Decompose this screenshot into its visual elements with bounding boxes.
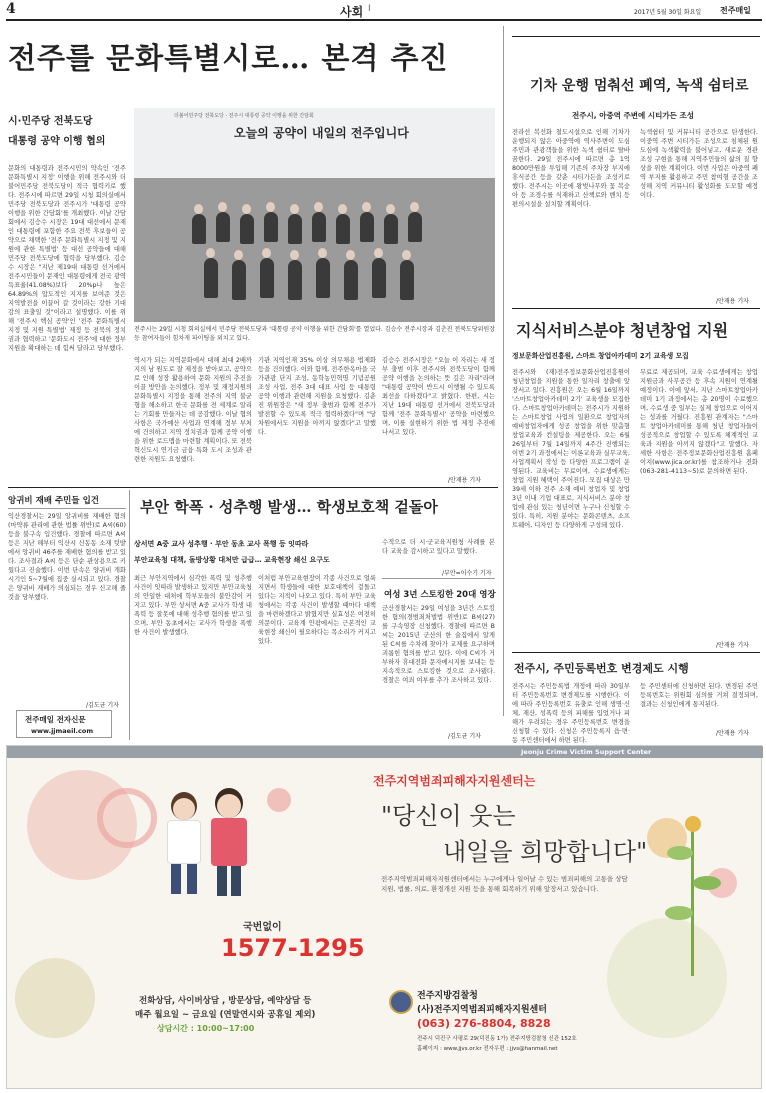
idnum-col-2: 등 주민센터에 신청하면 된다. 변경된 주민등록번호는 위원회 심의를 거쳐 결정되며, 결과는 신청인에게 통지된다. [640,683,758,708]
ad-slogan-1: "당신이 웃는 [381,802,516,830]
ad-org-line: 전주지역범죄피해자지원센터는 [373,774,536,788]
startup-subhead: 정보문화산업진흥원, 스마트 창업아카데미 2기 교육생 모집 [512,352,689,360]
main-col-2: 역시가 되는 지역문화에서 대해 최대 2배까지의 남 원도로 잘 제정을 받아보고, 공약으로 인해 성장 활용하여 문화 지원의 추진을 이끌 방안을 논의했다. 정부 및 재정지원의 문화특별시 지정을 통해 전주의 지역 불균형을 해소하고 한국 문화를 전 세계로 알리는 기회를 만들자는 데 공감했다. 이날 협의 사항은 국가예산 사업과 연계해 정부 부처에 건의하고 지역 정치권과 함께 공약 이행을 위한 로드맵을 마련할 계획이다. 또 전북혁신도시 연기금 금융 특화 도시 조성과 관련한 지원도 요청했다. [134,357,252,463]
school-col-2: 이처럼 부안교육현장이 각종 사건으로 얼룩지면서 학생들에 대한 보호대책이 겉돌고 있다는 지적이 나오고 있다. 특히 부안 교육청에서는 각종 사건이 발생할 때마다 대책을 마련하겠다고 밝혔지만 실효성은 여전히 의문이다. 교육계 안팎에서는 근본적인 교육현장 쇄신이 필요하다는 목소리가 커지고 있다. [258,575,376,645]
photo-caption: 전주시는 29일 시청 회의실에서 민주당 전북도당과 '대통령 공약 이행을 위한 간담회'를 열었다. 김승수 전주시장과 김춘진 전북도당위원장 등 참여자들이 힘차게 파이팅을 외치고 있다. [134,326,495,342]
ad-description: 전주지역범죄피해자지원센터에서는 누구에게나 일어날 수 있는 범죄피해의 고통을 상담지원, 법률, 의료, 환경개선 지원 등을 통해 회복하기 위해 앞장서고 있습니다. [381,875,628,893]
sponsor-2: (사)전주지역범죄피해자지원센터 [417,1005,547,1015]
service-line-3: 상담시간 : 10:00~17:00 [157,1024,255,1033]
photo-banner-small: 더불어민주당 전북도당 · 전주시 대통령 공약 이행을 위한 간담회 [174,113,314,119]
stalking-byline: /김도균 기자 [448,733,481,740]
idnum-col-1: 전주시는 주민등록법 개정에 따라 30일부터 주민등록번호 변경제도를 시행한다. 이에 따라 주민등록번호 유출로 인해 생명·신체, 재산, 성폭력 등의 피해를 입었거나 피해가 우려되는 경우 주민등록번호 변경을 신청할 수 있다. 신청은 주민등록지 읍·면·동 주민센터에서 하면 된다. [512,683,630,744]
school-col-1: 최근 부안지역에서 심각한 폭력 및 성추행 사건이 잇따라 발생하고 있지만 부안교육청의 안일한 대처에 학부모들의 불안감이 커지고 있다. 부안 상서면 A중 교사가 학생 내 폭력 등 잘못에 대해 성추행 혐의를 받고 있으며, 부안 동초에서는 교사가 학생을 폭행한 사건이 발생했다. [134,575,252,636]
service-line-2: 매주 월요일 ~ 금요일 (연말연시와 공휴일 제외) [135,1010,316,1020]
promo-url[interactable]: www.jjmaeil.com [31,727,94,735]
school-subhead-1: 상서면 A중 교사 성추행 · 부안 동초 교사 폭행 등 잇따라 [134,540,309,548]
school-headline: 부안 학폭 · 성추행 발생… 학생보호책 겉돌아 [140,498,438,516]
startup-col-2: 무료로 제공되며, 교육 수료생에게는 창업 지원금과 사무공간 등 후속 지원이 연계될 예정이다. 이에 앞서, 지난 스마트창업아카데미 1기 과정에서는 총 20명이 수료했으며, 수료생 중 일부는 실제 창업으로 이어지는 성과를 거뒀다. 진흥원 관계자는 "스마트 창업아카데미를 통해 청년 창업자들이 성공적으로 창업할 수 있도록 체계적인 교육과 지원을 아끼지 않겠다"고 말했다. 자세한 사항은 전주정보문화산업진흥원 홈페이지(www.jica.or.kr)를 참조하거나 전화(063-281-4113~5)로 문의하면 된다. [640,369,758,475]
idnum-byline: /안재용 기자 [716,730,749,737]
issue-date: 2017년 5월 30일 화요일 [634,9,702,16]
poppy-body: 익산경찰서는 29일 앙귀비를 재배한 혐의(마약류 관리에 관한 법률 위반)로 A씨(60) 등을 불구속 입건했다. 경찰에 따르면 A씨 등은 지난 해부터 익산시 신동동 소재 텃밭에서 앙귀비 46주를 재배한 혐의를 받고 있다. 조사결과 A씨 등은 단순 관상용으로 키웠다고 진술했다. 이번 단속은 양귀비 개화 시기인 5~7월에 집중 실시되고 있다. 경찰은 양귀비 재배가 의심되는 경우 신고해 줄 것을 당부했다. [8,513,126,601]
train-headline: 기차 운행 멈춰선 폐역, 녹색 쉼터로 [530,78,749,94]
e-paper-promo[interactable] [16,710,112,738]
main-headline: 전주를 문화특별시로… 본격 추진 [8,41,449,75]
page-number: 4 [6,1,16,17]
train-byline: /안재용 기자 [716,298,749,305]
main-col-3: 기관 지역인재 35% 이상 의무채용 법제화 등을 건의했다. 이와 함께, 전주한옥마을 국가관광 단지 조성, 동학농민혁명 기념공원 조성 사업, 전주 3대 대표 사업 등 대통령 공약 이행과 관련해 지원을 요청했다. 김춘진 위원장은 "새 정부 출범과 함께 전주가 발전할 수 있도록 적극 협력하겠다"며 "당 차원에서도 지원을 아끼지 않겠다"고 말했다. [258,357,376,436]
meeting-photo [134,108,495,322]
photo-banner: 오늘의 공약이 내일의 전주입니다 [234,126,409,140]
train-subhead: 전주시, 아중역 주변에 시티가든 조성 [572,111,694,120]
main-col-4: 김승수 전주시장은 "오늘 이 자리는 새 정부 출범 이후 전주시와 전북도당이 함께 공약 이행을 논의하는 뜻 깊은 자리"라며 "대통령 공약이 반드시 이행될 수 있도록 최선을 다하겠다"고 밝혔다. 한편, 시는 지난 19대 대통령 선거에서 전북도당과 함께 '전주 문화특별시' 공약을 마련했으며, 이를 실현하기 위한 법 제정 추진에 나서고 있다. [382,357,495,436]
section-mark: I [368,4,371,14]
sponsor-emblem [389,990,413,1014]
main-col-1: 문화의 대통령과 전주시민의 약속인 '전주 문화특별시 지정' 이행을 위해 전주시와 더불어민주당 전북도당이 적극 협력키로 했다. 전주시에 따르면 29일 시청 회의실에서 민주당 전북도당과 전주시가 '대통령 공약 이행을 위한 간담회'를 개최했다. 이날 간담회에서 김승수 시장은 19대 대선에서 문재인 대통령에 포함한 주요 전북 후보들이 공약으로 채택한 '전주 문화특별시 지정 및 지원에 관한 특별법' 등 대선 공약들에 대해 민주당 전북도당에 협력을 당부했다. 김승수 시장은 "지난 제19대 대통령 선거에서 전주시민들이 문재인 대통령에게 전국 광역 득표율(41.08%)보다 20%p나 높은 64.89%의 압도적인 지지를 보여준 것은 지역발전을 이끌어 갈 것이라는 강한 기대감의 표출일 것"이라고 설명했다. 이를 위해 '전주시 핵심 공약'인 '전주 문화특별시 지정 및 지원 특별법' 제정 등 전북의 정치권과 협력하고 '문화도시 전주'에 대한 정부 지원을 확대하는 데 힘써 달라고 당부했다. [8,165,126,352]
ad-phone[interactable]: (063) 276-8804, 8828 [417,1017,551,1030]
ad-slogan-2: 내일을 희망합니다" [443,838,648,866]
poppy-headline: 앙귀비 재배 주민들 입건 [8,496,99,506]
sponsor-1: 전주지방검찰청 [417,991,478,1001]
hotline-label: 국번없이 [243,922,282,933]
school-col-3: 수적으로 더 시·군교육지원청 사례를 본다 교육을 감시하고 있다고 말했다. [382,539,495,555]
victim-support-ad [6,745,762,1089]
stalking-body: 군산경찰서는 29일 여성을 3년간 스토킹한 혐의(경범죄처벌법 위반)로 B씨(27)를 구속영장 신청했다. 경찰에 따르면 B씨는 2015년 군산의 한 술집에서 알게 된 C씨를 수차례 찾아가 교제를 요구하며 괴롭힌 혐의를 받고 있다. 이에 C씨가 거부하자 휴대전화 문자메시지를 보내는 등 지속적으로 스토킹한 것으로 조사됐다. 경찰은 여죄 여부를 추가 조사하고 있다. [382,605,495,684]
main-byline: /안재용 기자 [448,477,481,484]
section-name: 사회 [340,5,364,19]
startup-col-1: 전주시와 (재)전주정보문화산업진흥원이 청년창업을 지원을 통한 일자리 창출에 앞장서고 있다. 진흥원은 오는 6월 16일까지 '스마트창업아카데미 2기' 교육생을 모집한다. 스마트창업아카데미는 전주시가 지원하는 스마트창업 사업의 일환으로 창업자의 예비창업자에게 성공 창업을 위한 맞춤형 창업교육과 컨설팅을 제공한다. 오는 6월 26일부터 7월 14일까지 4주간 진행되는 이번 2기 과정에서는 이론교육과 실무교육, 사업계획서 작성 등 다양한 프로그램이 운영된다. 교육비는 무료이며, 수료생에게는 창업 지원 혜택이 주어진다. 모집 대상은 만 39세 이하 전주 소재 예비 창업자 및 창업 3년 이내 기업 대표로, 지식서비스 분야 창업에 관심 있는 청년이면 누구나 신청할 수 있다. 특히, 지원 분야는 문화콘텐츠, 소프트웨어, 디자인 등 다양하게 구성돼 있다. [512,369,630,529]
train-col-1: 전라선 복선화 철도시설으로 인해 기차가 운행되지 않은 아중역에 역사주변이 도심 주민과 관광객들을 위한 녹색 쉼터로 탈바꿈한다. 29일 전주시에 따르면 총 1억 8000만원을 투입해 기존의 주차장 부지에 휴식공간 등을 갖춘 시티가든을 조성키로 했다. 전주시는 이곳에 왕벚나무와 꽃 복숭아 등 조경수를 식재하고 산책로와 벤치 등 편의시설을 설치할 계획이다. [512,129,630,208]
page-header [0,0,766,20]
ad-website[interactable]: 홈페이지 : www.jjvs.or.kr 전자우편 : jjvs@hanmail.net [417,1046,558,1052]
stalking-headline: 여성 3년 스토킹한 20대 영장 [384,590,496,600]
paper-name: 전주매일 [720,6,751,15]
main-subhead-2: 대통령 공약 이행 협의 [8,136,106,147]
school-subhead-2: 부안교육청 대책, 돌방상황 대처만 급급… 교육현장 쇄신 요구도 [134,556,330,564]
hotline-number[interactable]: 1577-1295 [221,934,365,962]
promo-title: 전주매일 전자신문 [25,715,86,724]
startup-byline: /안재용 기자 [716,642,749,649]
startup-headline: 지식서비스분야 청년창업 지원 [516,321,729,340]
children-illustration [157,786,257,906]
train-col-2: 녹색쉼터 및 커뮤니티 공간으로 탄생한다. 이중역 주변 시티가든 조성으로 침체된 원도심에 녹색활력을 불어넣고, 새로운 경관 조성 구현을 통해 지역주민들의 삶의 질 향상을 위한 계획이다. 이번 사업은 아중역 폐역 부지를 활용하고 주민 참여형 공간을 조성해 지역 커뮤니티 활성화를 도모할 예정이다. [640,129,758,199]
sprout-illustration [657,806,727,986]
ad-address: 전주시 덕진구 사평로 29(덕진동 1가) 전주지방검찰청 신관 152호 [417,1036,577,1042]
service-line-1: 전화상담, 사이버상담 , 방문상담, 예약상담 등 [139,996,312,1006]
school-byline: /부안=이수기 기자 [442,570,492,577]
poppy-byline: /김도균 기자 [86,702,119,709]
main-subhead-1: 시·민주당 전북도당 [8,116,93,127]
ad-header-en: Jeonju Crime Victim Support Center [521,748,652,756]
idnum-headline: 전주시, 주민등록번호 변경제도 시행 [514,662,689,675]
